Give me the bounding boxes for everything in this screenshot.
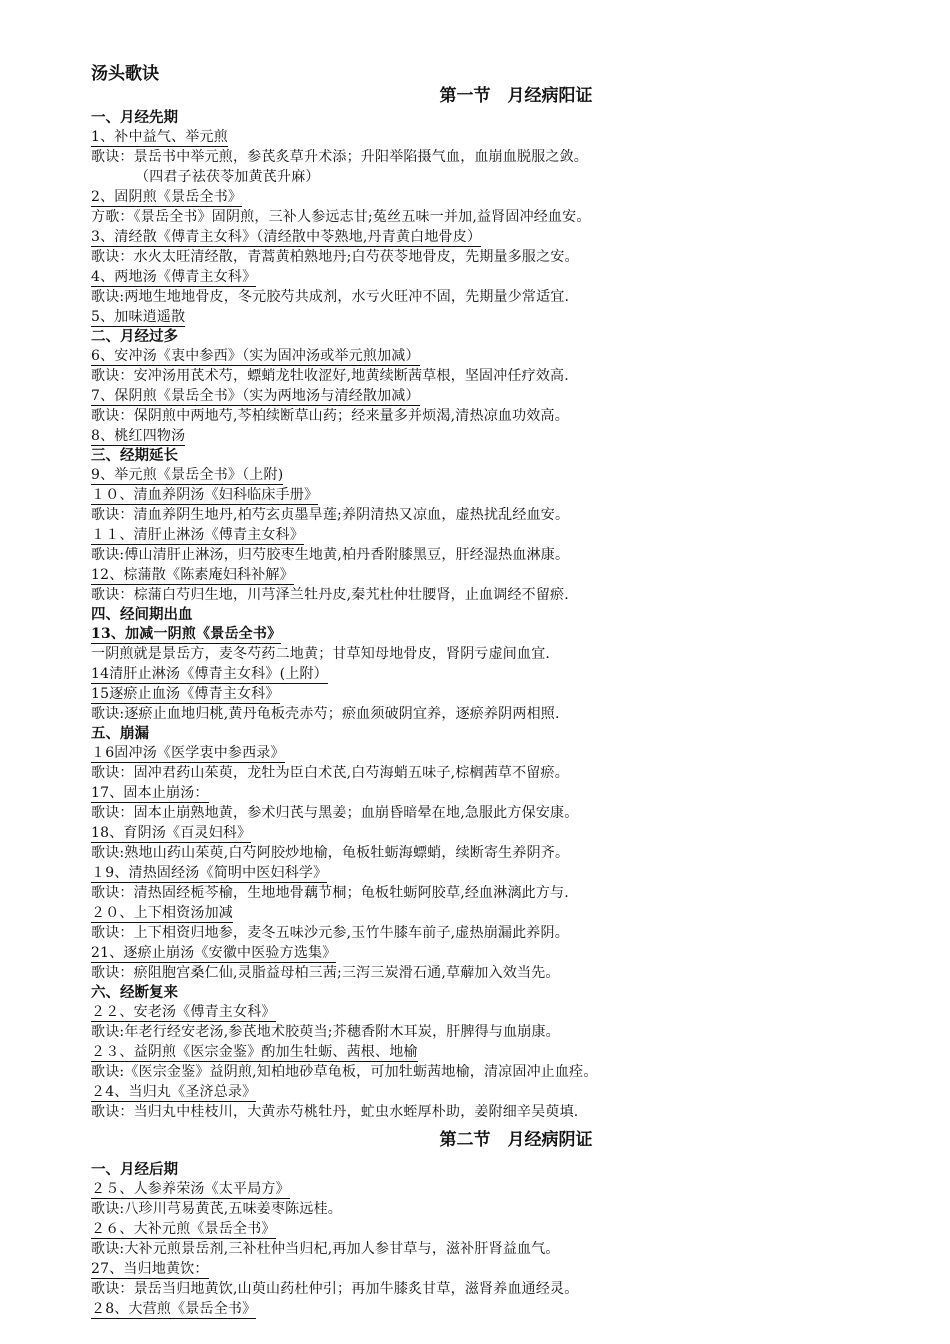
formula-heading-row bbox=[91, 426, 791, 446]
formula-heading-row bbox=[91, 1179, 791, 1199]
subheading: 四、经间期出血 bbox=[91, 606, 193, 623]
verse-line: 歌诀：棕蒲白芍归生地，川芎泽兰牡丹皮,秦艽杜仲壮腰肾，止血调经不留瘀. bbox=[91, 587, 569, 603]
formula-note: （四君子祛茯苓加黄芪升麻） bbox=[135, 169, 320, 185]
verse-line: 歌诀：固本止崩熟地黄，参术归芪与黑姜；血崩昏暗晕在地,急服此方保安康。 bbox=[91, 805, 579, 821]
section-title: 第二节 月经病阴证 bbox=[439, 1130, 593, 1150]
verse-line: 一阴煎就是景岳方，麦冬芍药二地黄；甘草知母地骨皮，肾阴亏虚间血宜. bbox=[91, 646, 551, 662]
formula-heading: １１、清肝止淋汤《傅青主女科》 bbox=[91, 527, 304, 543]
document-title: 汤头歌诀 bbox=[91, 64, 159, 84]
formula-heading: 8、桃红四物汤 bbox=[91, 428, 186, 444]
verse-line: 歌诀:年老行经安老汤,参芪地术胶萸当;芥穗香附木耳炭，肝脾得与血崩康。 bbox=[91, 1024, 560, 1040]
formula-heading: 1、补中益气、举元煎 bbox=[91, 129, 228, 145]
formula-heading: 27、当归地黄饮： bbox=[91, 1261, 209, 1277]
formula-heading-row bbox=[91, 465, 791, 485]
formula-heading: 4、两地汤《傅青主女科》 bbox=[91, 269, 257, 285]
formula-heading: １０、清血养阴汤《妇科临床手册》 bbox=[91, 487, 319, 503]
verse-line: 歌诀：清血养阴生地丹,柏芍玄贞墨旱莲;养阴清热又凉血，虚热扰乱经血安。 bbox=[91, 507, 570, 523]
formula-heading-row bbox=[91, 743, 791, 763]
formula-heading: 2、固阴煎《景岳全书》 bbox=[91, 189, 243, 205]
document-page bbox=[91, 62, 791, 1319]
verse-line: 歌诀：景岳书中举元煎，参芪炙草升术添；升阳举陷摄气血，血崩血脱服之敛。 bbox=[91, 149, 588, 165]
verse-line: 方歌：《景岳全书》固阴煎，三补人参远志甘;菟丝五味一并加,益肾固冲经血安。 bbox=[91, 209, 591, 225]
verse-line: 歌诀：固冲君药山茱萸，龙牡为臣白术芪,白芍海蛸五味子,棕榈茜草不留瘀。 bbox=[91, 765, 569, 781]
formula-heading: 3、清经散《傅青主女科》（清经散中苓熟地,丹青黄白地骨皮） bbox=[91, 229, 482, 245]
verse-line: 歌诀:《医宗金鉴》益阴煎,知柏地砂草龟板，可加牡蛎茜地榆，清凉固冲止血痊。 bbox=[91, 1064, 598, 1080]
verse-line: 歌诀:逐瘀止血地归桃,黄丹龟板壳赤芍；瘀血须破阴宜养，逐瘀养阴两相照. bbox=[91, 706, 560, 722]
formula-heading-row bbox=[91, 346, 791, 366]
formula-heading-row bbox=[91, 525, 791, 545]
formula-heading: 9、举元煎《景岳全书》（上附) bbox=[91, 467, 284, 483]
formula-heading-row bbox=[91, 684, 791, 704]
formula-heading: ２8、大营煎《景岳全书》 bbox=[91, 1301, 257, 1317]
formula-heading-row bbox=[91, 1002, 791, 1022]
formula-heading: 5、加味逍遥散 bbox=[91, 309, 186, 325]
formula-heading-row bbox=[91, 1042, 791, 1062]
section-title: 第一节 月经病阳证 bbox=[439, 86, 593, 106]
sections-container bbox=[91, 84, 791, 1319]
formula-heading: 7、保阴煎《景岳全书》（实为两地汤与清经散加减） bbox=[91, 388, 420, 404]
formula-heading-row bbox=[91, 485, 791, 505]
subheading: 二、月经过多 bbox=[91, 328, 178, 345]
formula-heading: 21、逐瘀止崩汤《安徽中医验方选集》 bbox=[91, 945, 337, 961]
formula-heading: ２３、益阴煎《医宗金鉴》酌加生牡蛎、茜根、地榆 bbox=[91, 1044, 418, 1060]
formula-heading: 13、加减一阴煎《景岳全书》 bbox=[91, 626, 282, 642]
formula-heading: 6、安冲汤《衷中参西》（实为固冲汤或举元煎加减） bbox=[91, 348, 420, 364]
formula-heading-row bbox=[91, 127, 791, 147]
formula-heading: ２4、当归丸《圣济总录》 bbox=[91, 1084, 257, 1100]
formula-heading-row bbox=[91, 565, 791, 585]
formula-heading-row bbox=[91, 863, 791, 883]
formula-heading: ２２、安老汤《傅青主女科》 bbox=[91, 1004, 276, 1020]
formula-heading: ２５、人参养荣汤《太平局方》 bbox=[91, 1181, 290, 1197]
formula-heading: ２０、上下相资汤加减 bbox=[91, 905, 233, 921]
formula-heading-row bbox=[91, 267, 791, 287]
formula-heading-row bbox=[91, 903, 791, 923]
subheading: 一、月经先期 bbox=[91, 109, 178, 126]
verse-line: 歌诀:两地生地地骨皮，冬元胶芍共成剂，水亏火旺冲不固，先期量少常适宜. bbox=[91, 289, 570, 305]
verse-line: 歌诀：景岳当归地黄饮,山萸山药杜仲引；再加牛膝炙甘草，滋肾养血通经灵。 bbox=[91, 1281, 579, 1297]
formula-heading-row bbox=[91, 1299, 791, 1319]
verse-line: 歌诀：当归丸中桂枝川，大黄赤芍桃牡丹，虻虫水蛭厚朴助，姜附细辛吴萸填. bbox=[91, 1104, 579, 1120]
formula-heading-row bbox=[91, 1082, 791, 1102]
formula-heading: １9、清热固经汤《简明中医妇科学》 bbox=[91, 865, 328, 881]
verse-line: 歌诀：清热固经栀芩榆，生地地骨藕节桐；龟板牡蛎阿胶草,经血淋漓此方与. bbox=[91, 885, 569, 901]
formula-heading-row bbox=[91, 1259, 791, 1279]
formula-heading-row bbox=[91, 943, 791, 963]
formula-heading: １6固冲汤《医学衷中参西录》 bbox=[91, 745, 285, 761]
verse-line: 歌诀：瘀阻胞宫桑仁仙,灵脂益母柏三茜;三泻三炭滑石通,草薢加入效当先。 bbox=[91, 965, 560, 981]
formula-heading: 15逐瘀止血汤《傅青主女科》 bbox=[91, 686, 280, 702]
subheading: 一、月经后期 bbox=[91, 1161, 178, 1178]
formula-heading-row bbox=[91, 823, 791, 843]
formula-heading: ２６、大补元煎《景岳全书》 bbox=[91, 1221, 276, 1237]
verse-line: 歌诀:八珍川芎易黄芪,五味姜枣陈远桂。 bbox=[91, 1201, 342, 1217]
subheading: 三、经期延长 bbox=[91, 447, 178, 464]
formula-heading: 14清肝止淋汤《傅青主女科》(上附） bbox=[91, 666, 328, 682]
verse-line: 歌诀：保阴煎中两地芍,芩柏续断草山药；经来量多并烦渴,清热凉血功效高。 bbox=[91, 408, 569, 424]
verse-line: 歌诀:大补元煎景岳剂,三补杜仲当归杞,再加人参甘草与，滋补肝肾益血气。 bbox=[91, 1241, 560, 1257]
formula-heading: 17、固本止崩汤： bbox=[91, 785, 209, 801]
verse-line: 歌诀:熟地山药山茱萸,白芍阿胶炒地榆，龟板牡蛎海螵蛸，续断寄生养阴齐。 bbox=[91, 845, 570, 861]
verse-line: 歌诀：水火太旺清经散，青蒿黄柏熟地丹;白芍茯苓地骨皮，先期量多服之安。 bbox=[91, 249, 579, 265]
formula-heading-row bbox=[91, 187, 791, 207]
subheading: 六、经断复来 bbox=[91, 984, 178, 1001]
verse-line: 歌诀：安冲汤用芪术芍，螵蛸龙牡收涩好,地黄续断茜草根，坚固冲任疗效高. bbox=[91, 368, 569, 384]
formula-heading-row bbox=[91, 624, 791, 644]
formula-heading: 12、棕蒲散《陈素庵妇科补解》 bbox=[91, 567, 294, 583]
formula-heading: 18、育阴汤《百灵妇科》 bbox=[91, 825, 252, 841]
formula-heading-row bbox=[91, 386, 791, 406]
subheading: 五、崩漏 bbox=[91, 725, 149, 742]
formula-heading-row bbox=[91, 783, 791, 803]
verse-line: 歌诀：上下相资归地参，麦冬五味沙元参,玉竹牛膝车前子,虚热崩漏此养阴。 bbox=[91, 925, 569, 941]
formula-heading-row bbox=[91, 227, 791, 247]
verse-line: 歌诀:傅山清肝止淋汤，归芍胶枣生地黄,柏丹香附膝黑豆，肝经湿热血淋康。 bbox=[91, 547, 570, 563]
formula-heading-row bbox=[91, 307, 791, 327]
formula-heading-row bbox=[91, 664, 791, 684]
formula-heading-row bbox=[91, 1219, 791, 1239]
